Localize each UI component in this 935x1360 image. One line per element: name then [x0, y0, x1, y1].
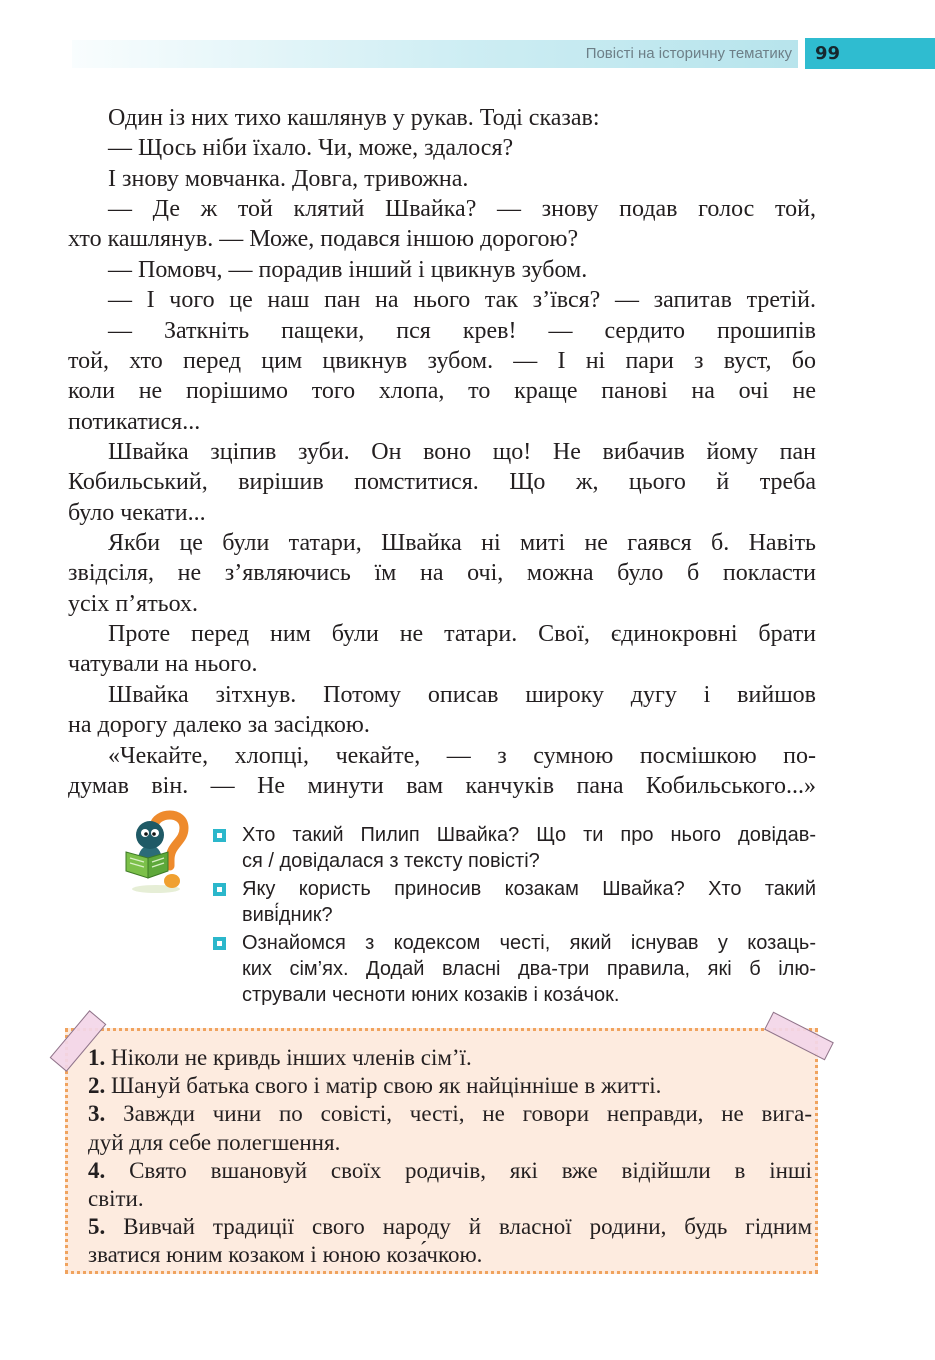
- rule-number: 3.: [88, 1101, 106, 1127]
- rule-item: [88, 1100, 812, 1156]
- rule-line: зватися юним козаком і юною коза́чкою.: [88, 1242, 483, 1268]
- story-text: [68, 103, 816, 801]
- question-line: виві́дник?: [242, 904, 333, 926]
- paragraph: [68, 528, 816, 619]
- paragraph: [68, 255, 816, 285]
- rule-text: Завжди чини по совісті, честі, не говори неправди, не вига-: [123, 1101, 813, 1127]
- text-line: той, хто перед цим цвикнув зубом. — І ні пари з вуст, бо: [68, 347, 816, 374]
- paragraph: [68, 619, 816, 680]
- rule-text: Вивчай традиції свого народу й власної родини, будь гідним: [123, 1214, 812, 1240]
- square-bullet-icon: [213, 829, 226, 842]
- question-line: Хто такий Пилип Швайка? Що ти про нього довідав-: [242, 824, 816, 846]
- text-line: І знову мовчанка. Довга, тривожна.: [108, 165, 469, 192]
- question-line: Яку користь приносив козакам Швайка? Хто такий: [242, 878, 816, 900]
- paragraph: [68, 680, 816, 741]
- paragraph: [68, 741, 816, 802]
- questions-block: [208, 822, 816, 1010]
- rule-text: Шануй батька свого і матір свою як найцінніше в житті.: [111, 1073, 662, 1099]
- question-item: [208, 876, 816, 928]
- rule-number: 5.: [88, 1214, 106, 1240]
- question-line: Ознайомся з кодексом честі, який існував у козаць-: [242, 932, 816, 954]
- family-code-box: [65, 1028, 818, 1274]
- text-line: потикатися...: [68, 408, 201, 435]
- paragraph: [68, 133, 816, 163]
- family-code-rules: [88, 1044, 812, 1270]
- rule-item: [88, 1072, 812, 1100]
- text-line: на дорогу далеко за засідкою.: [68, 712, 370, 739]
- text-line: чатували на нього.: [68, 651, 258, 678]
- section-title: Повісті на історичну тематику: [585, 45, 792, 62]
- rule-item: [88, 1044, 812, 1072]
- question-item: [208, 930, 816, 1008]
- text-line: Швайка зціпив зуби. Он воно що! Не вибачив йому пан: [108, 438, 816, 465]
- rule-line: [88, 1157, 812, 1185]
- text-line: думав він. — Не минути вам канчуків пана Кобильського...»: [68, 772, 816, 799]
- text-line: — Де ж той клятий Швайка? — знову подав голос той,: [108, 196, 816, 223]
- rule-line: [88, 1213, 812, 1241]
- paragraph: [68, 285, 816, 315]
- running-header-band: [72, 40, 798, 68]
- text-line: — Помовч, — порадив інший і цвикнув зубом.: [108, 256, 588, 283]
- text-line: Швайка зітхнув. Потому описав широку дугу і вийшов: [108, 681, 816, 708]
- text-line: хто кашлянув. — Може, подався іншою дорогою?: [68, 226, 579, 253]
- text-line: звідсіля, не з’являючись їм на очі, можна було б покласти: [68, 560, 816, 587]
- text-line: усіх п’ятьох.: [68, 590, 199, 617]
- paragraph: [68, 164, 816, 194]
- question-line: ся / довідалася з тексту повісті?: [242, 850, 540, 872]
- rule-line: [88, 1072, 812, 1100]
- text-line: «Чекайте, хлопці, чекайте, — з сумною посмішкою по-: [108, 742, 816, 769]
- text-line: було чекати...: [68, 499, 206, 526]
- question-line: ких сім’ях. Додай власні два-три правила, які б ілю-: [242, 958, 816, 980]
- rule-line: світи.: [88, 1186, 144, 1212]
- rule-number: 2.: [88, 1073, 106, 1099]
- text-line: Кобильський, вирішив помститися. Що ж, цього й треба: [68, 469, 816, 496]
- rule-text: Ніколи не кривдь інших членів сім’ї.: [111, 1045, 472, 1070]
- rule-item: [88, 1213, 812, 1269]
- paragraph: [68, 437, 816, 528]
- rule-number: 4.: [88, 1157, 106, 1183]
- rule-line: [88, 1100, 812, 1128]
- rule-number: 1.: [88, 1045, 106, 1070]
- page-number: 99: [815, 43, 841, 64]
- paragraph: [68, 103, 816, 133]
- text-line: Якби це були татари, Швайка ні миті не гаявся б. Навіть: [108, 530, 816, 557]
- paragraph: [68, 316, 816, 437]
- page-number-box: [805, 38, 935, 69]
- text-line: — Щось ніби їхало. Чи, може, здалося?: [108, 135, 514, 162]
- rule-item: [88, 1157, 812, 1213]
- question-mark-reader-icon: [120, 808, 192, 894]
- text-line: Один із них тихо кашлянув у рукав. Тоді сказав:: [108, 105, 600, 131]
- text-line: Проте перед ним були не татари. Свої, єдинокровні брати: [108, 621, 816, 648]
- square-bullet-icon: [213, 883, 226, 896]
- text-line: — І чого це наш пан на нього так з’ївся? — запитав третій.: [108, 287, 816, 314]
- rule-line: [88, 1044, 812, 1072]
- text-line: — Заткніть пащеки, пся крев! — сердито прошипів: [108, 317, 816, 344]
- text-line: коли не порішимо того хлопа, то краще панові на очі не: [68, 378, 816, 405]
- question-item: [208, 822, 816, 874]
- rule-text: Свято вшановуй своїх родичів, які вже відійшли в інші: [129, 1157, 813, 1183]
- question-line: стрували чесноти юних козаків і коза́чок.: [242, 984, 620, 1006]
- rule-line: дуй для себе полегшення.: [88, 1129, 341, 1155]
- paragraph: [68, 194, 816, 255]
- square-bullet-icon: [213, 937, 226, 950]
